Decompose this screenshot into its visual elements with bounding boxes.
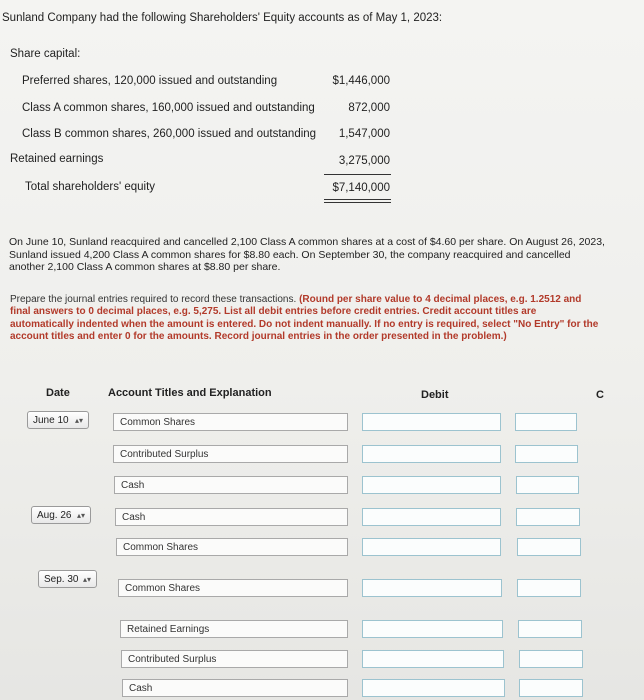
credit-column-header: C: [596, 389, 604, 401]
debit-amount-input[interactable]: [362, 620, 503, 638]
date-select-aug-26[interactable]: [31, 506, 91, 524]
stepper-arrows-icon: ▴▾: [74, 416, 83, 425]
equity-row-label: Retained earnings: [10, 153, 104, 165]
instructions-note: (Round per share value to 4 decimal places, e.g. 1.2512 and final answers to 0 decimal places, e.g. 5,275. List all debit entries before credit entries. Credit account titles are automatically indented when the amount is entered. Do not indent manually. If no entry is required, select "No Entry" for the account titles and enter 0 for the amounts. Record journal entries in the order presented in the problem.): [10, 294, 599, 343]
equity-row-label: Total shareholders' equity: [25, 181, 156, 193]
share-capital-label: Share capital:: [10, 48, 81, 60]
debit-column-header: Debit: [421, 389, 449, 401]
account-title-field[interactable]: Contributed Surplus: [113, 445, 348, 463]
date-column-header: Date: [46, 387, 70, 399]
total-double-underline-1: [324, 199, 391, 200]
account-title-field[interactable]: Common Shares: [118, 579, 348, 597]
intro-text: Sunland Company had the following Shareholders' Equity accounts as of May 1, 2023:: [2, 12, 443, 24]
debit-amount-input[interactable]: [362, 508, 501, 526]
account-title-field[interactable]: Common Shares: [113, 413, 348, 431]
debit-amount-input[interactable]: [362, 476, 501, 494]
account-title-field[interactable]: Retained Earnings: [120, 620, 348, 638]
equity-row-label: Class B common shares, 260,000 issued and outstanding: [22, 128, 317, 140]
equity-row-label: Preferred shares, 120,000 issued and outstanding: [22, 75, 278, 87]
credit-amount-input[interactable]: [518, 620, 582, 638]
stepper-arrows-icon: ▴▾: [76, 511, 85, 520]
date-value: Aug. 26: [37, 510, 72, 521]
date-value: Sep. 30: [44, 574, 79, 585]
problem-text: On June 10, Sunland reacquired and cancelled 2,100 Class A common shares at a cost of $4.60 per share. On August 26, 2023, Sunland issued 4,200 Class A common shares for $8.80 each. On September 30, the company reacquired and cancelled another 2,100 Class A common shares at $8.80 per share.: [9, 236, 605, 273]
debit-amount-input[interactable]: [362, 413, 501, 431]
date-select-june-10[interactable]: [27, 411, 89, 429]
account-title-field[interactable]: Cash: [115, 508, 348, 526]
total-double-underline-2: [324, 202, 391, 203]
credit-amount-input[interactable]: [517, 579, 581, 597]
debit-amount-input[interactable]: [362, 579, 502, 597]
date-select-sep-30[interactable]: [38, 570, 97, 588]
credit-amount-input[interactable]: [516, 476, 579, 494]
equity-row-amount: 1,547,000: [338, 128, 390, 140]
instructions-lead: Prepare the journal entries required to record these transactions.: [10, 294, 297, 305]
credit-amount-input[interactable]: [517, 538, 581, 556]
subtotal-underline: [324, 174, 391, 175]
credit-amount-input[interactable]: [519, 650, 583, 668]
account-title-field[interactable]: Cash: [114, 476, 348, 494]
credit-amount-input[interactable]: [519, 679, 583, 697]
instructions: [10, 294, 600, 344]
debit-amount-input[interactable]: [362, 445, 501, 463]
debit-amount-input[interactable]: [362, 538, 501, 556]
equity-row-amount: $1,446,000: [332, 75, 390, 87]
equity-row-amount: 3,275,000: [338, 155, 390, 167]
credit-amount-input[interactable]: [516, 508, 580, 526]
credit-amount-input[interactable]: [515, 413, 577, 431]
account-title-field[interactable]: Cash: [122, 679, 348, 697]
debit-amount-input[interactable]: [362, 679, 505, 697]
account-title-field[interactable]: Common Shares: [116, 538, 348, 556]
credit-amount-input[interactable]: [515, 445, 578, 463]
equity-row-amount: $7,140,000: [332, 182, 390, 194]
account-column-header: Account Titles and Explanation: [108, 387, 272, 399]
equity-row-label: Class A common shares, 160,000 issued and outstanding: [22, 102, 315, 114]
date-value: June 10: [33, 415, 69, 426]
account-title-field[interactable]: Contributed Surplus: [121, 650, 348, 668]
stepper-arrows-icon: ▴▾: [82, 575, 91, 584]
debit-amount-input[interactable]: [362, 650, 504, 668]
equity-row-amount: 872,000: [348, 102, 390, 114]
